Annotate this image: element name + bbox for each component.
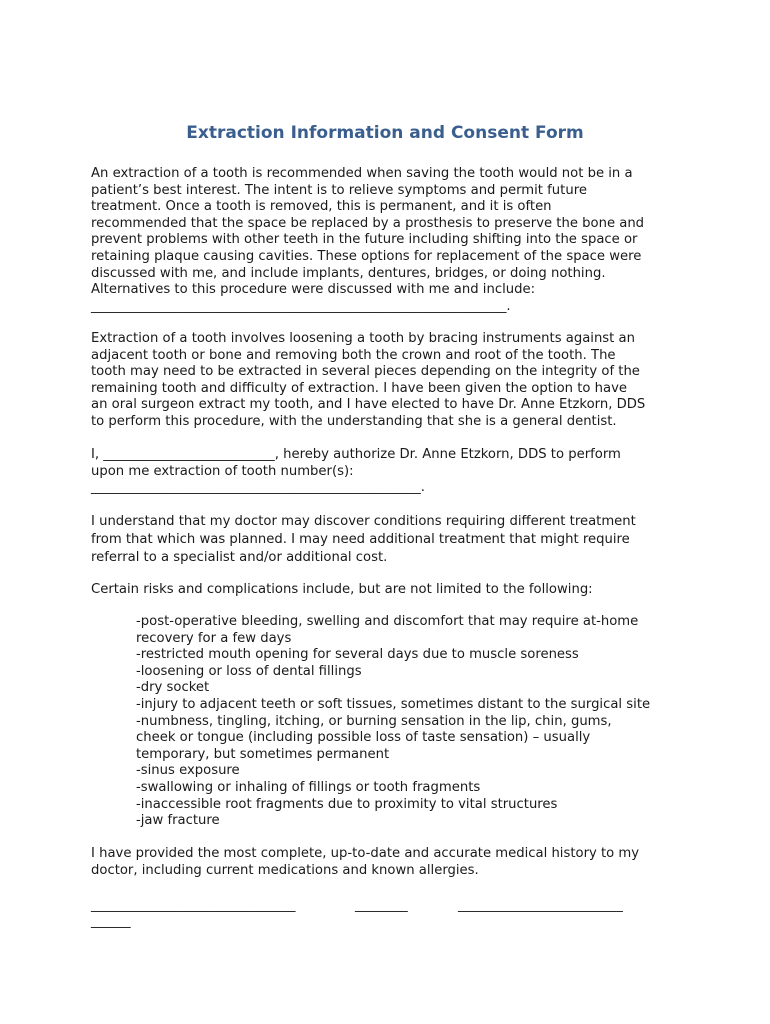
text-line: to perform this procedure, with the understanding that she is a general dentist. (91, 413, 617, 429)
text-line: discussed with me, and include implants, dentures, bridges, or doing nothing. (91, 265, 606, 281)
list-item: -inaccessible root fragments due to proximity to vital structures (136, 796, 558, 812)
date-line: ________ (355, 898, 408, 913)
list-item: -post-operative bleeding, swelling and discomfort that may require at-home (136, 614, 639, 629)
text-line: An extraction of a tooth is recommended when saving the tooth would not be in a (91, 166, 633, 181)
list-item: -restricted mouth opening for several days due to muscle soreness (136, 647, 579, 663)
paragraph-authorization (91, 447, 681, 497)
text-line: adjacent tooth or bone and removing both the crown and root of the tooth. The (91, 347, 616, 363)
list-item: -jaw fracture (136, 813, 220, 829)
list-item: temporary, but sometimes permanent (136, 746, 390, 762)
list-item: -sinus exposure (136, 763, 240, 779)
tooth-number-blank: __________________________________________________. (91, 480, 425, 496)
text-line: recommended that the space be replaced by a prosthesis to preserve the bone and (91, 215, 645, 231)
text-line: Extraction of a tooth involves loosening a tooth by bracing instruments against an (91, 331, 635, 346)
form-title: Extraction Information and Consent Form (186, 123, 584, 143)
text-line: retaining plaque causing cavities. These options for replacement of the space were (91, 248, 642, 264)
paragraph-medical-history (91, 846, 681, 879)
text-line: upon me extraction of tooth number(s): (91, 463, 354, 479)
signature-line-continued: ______ (91, 914, 131, 929)
list-item: -injury to adjacent teeth or soft tissues, sometimes distant to the surgical site (136, 696, 651, 712)
text-line: remaining tooth and difficulty of extraction. I have been given the option to have (91, 380, 627, 396)
list-item: recovery for a few days (136, 630, 292, 646)
text-line: prevent problems with other teeth in the future including shifting into the space or (91, 232, 638, 248)
risks-list (136, 614, 696, 830)
paragraph-understanding (91, 513, 681, 567)
list-item: -numbness, tingling, itching, or burning sensation in the lip, chin, gums, (136, 713, 612, 729)
list-item: -dry socket (136, 680, 210, 696)
list-item: cheek or tongue (including possible loss of taste sensation) – usually (136, 730, 591, 746)
paragraph-risks-intro (91, 582, 681, 599)
text-line: I have provided the most complete, up-to-date and accurate medical history to my (91, 846, 640, 861)
text-line: Alternatives to this procedure were discussed with me and include: (91, 282, 536, 298)
signature-line: _______________________________ (91, 898, 296, 913)
text-line: referral to a specialist and/or additional cost. (91, 550, 388, 565)
paragraph-procedure (91, 331, 681, 431)
text-line: I understand that my doctor may discover conditions requiring different treatment (91, 514, 636, 529)
text-line: patient’s best interest. The intent is to relieve symptoms and permit future (91, 182, 587, 198)
text-line: an oral surgeon extract my tooth, and I have elected to have Dr. Anne Etzkorn, DDS (91, 397, 646, 413)
witness-line: _________________________ (458, 898, 623, 913)
paragraph-intro (91, 166, 681, 315)
text-line: from that which was planned. I may need additional treatment that might require (91, 532, 630, 547)
text-line: doctor, including current medications and known allergies. (91, 862, 479, 878)
text-line: treatment. Once a tooth is removed, this is permanent, and it is often (91, 199, 552, 215)
list-item: -loosening or loss of dental fillings (136, 663, 362, 679)
patient-name-line: I, __________________________, hereby authorize Dr. Anne Etzkorn, DDS to perform (91, 447, 621, 462)
list-item: -swallowing or inhaling of fillings or tooth fragments (136, 779, 481, 795)
text-line: Certain risks and complications include, but are not limited to the following: (91, 582, 593, 597)
alternatives-blank: _______________________________________________________________. (91, 298, 511, 314)
text-line: tooth may need to be extracted in several pieces depending on the integrity of the (91, 364, 640, 380)
